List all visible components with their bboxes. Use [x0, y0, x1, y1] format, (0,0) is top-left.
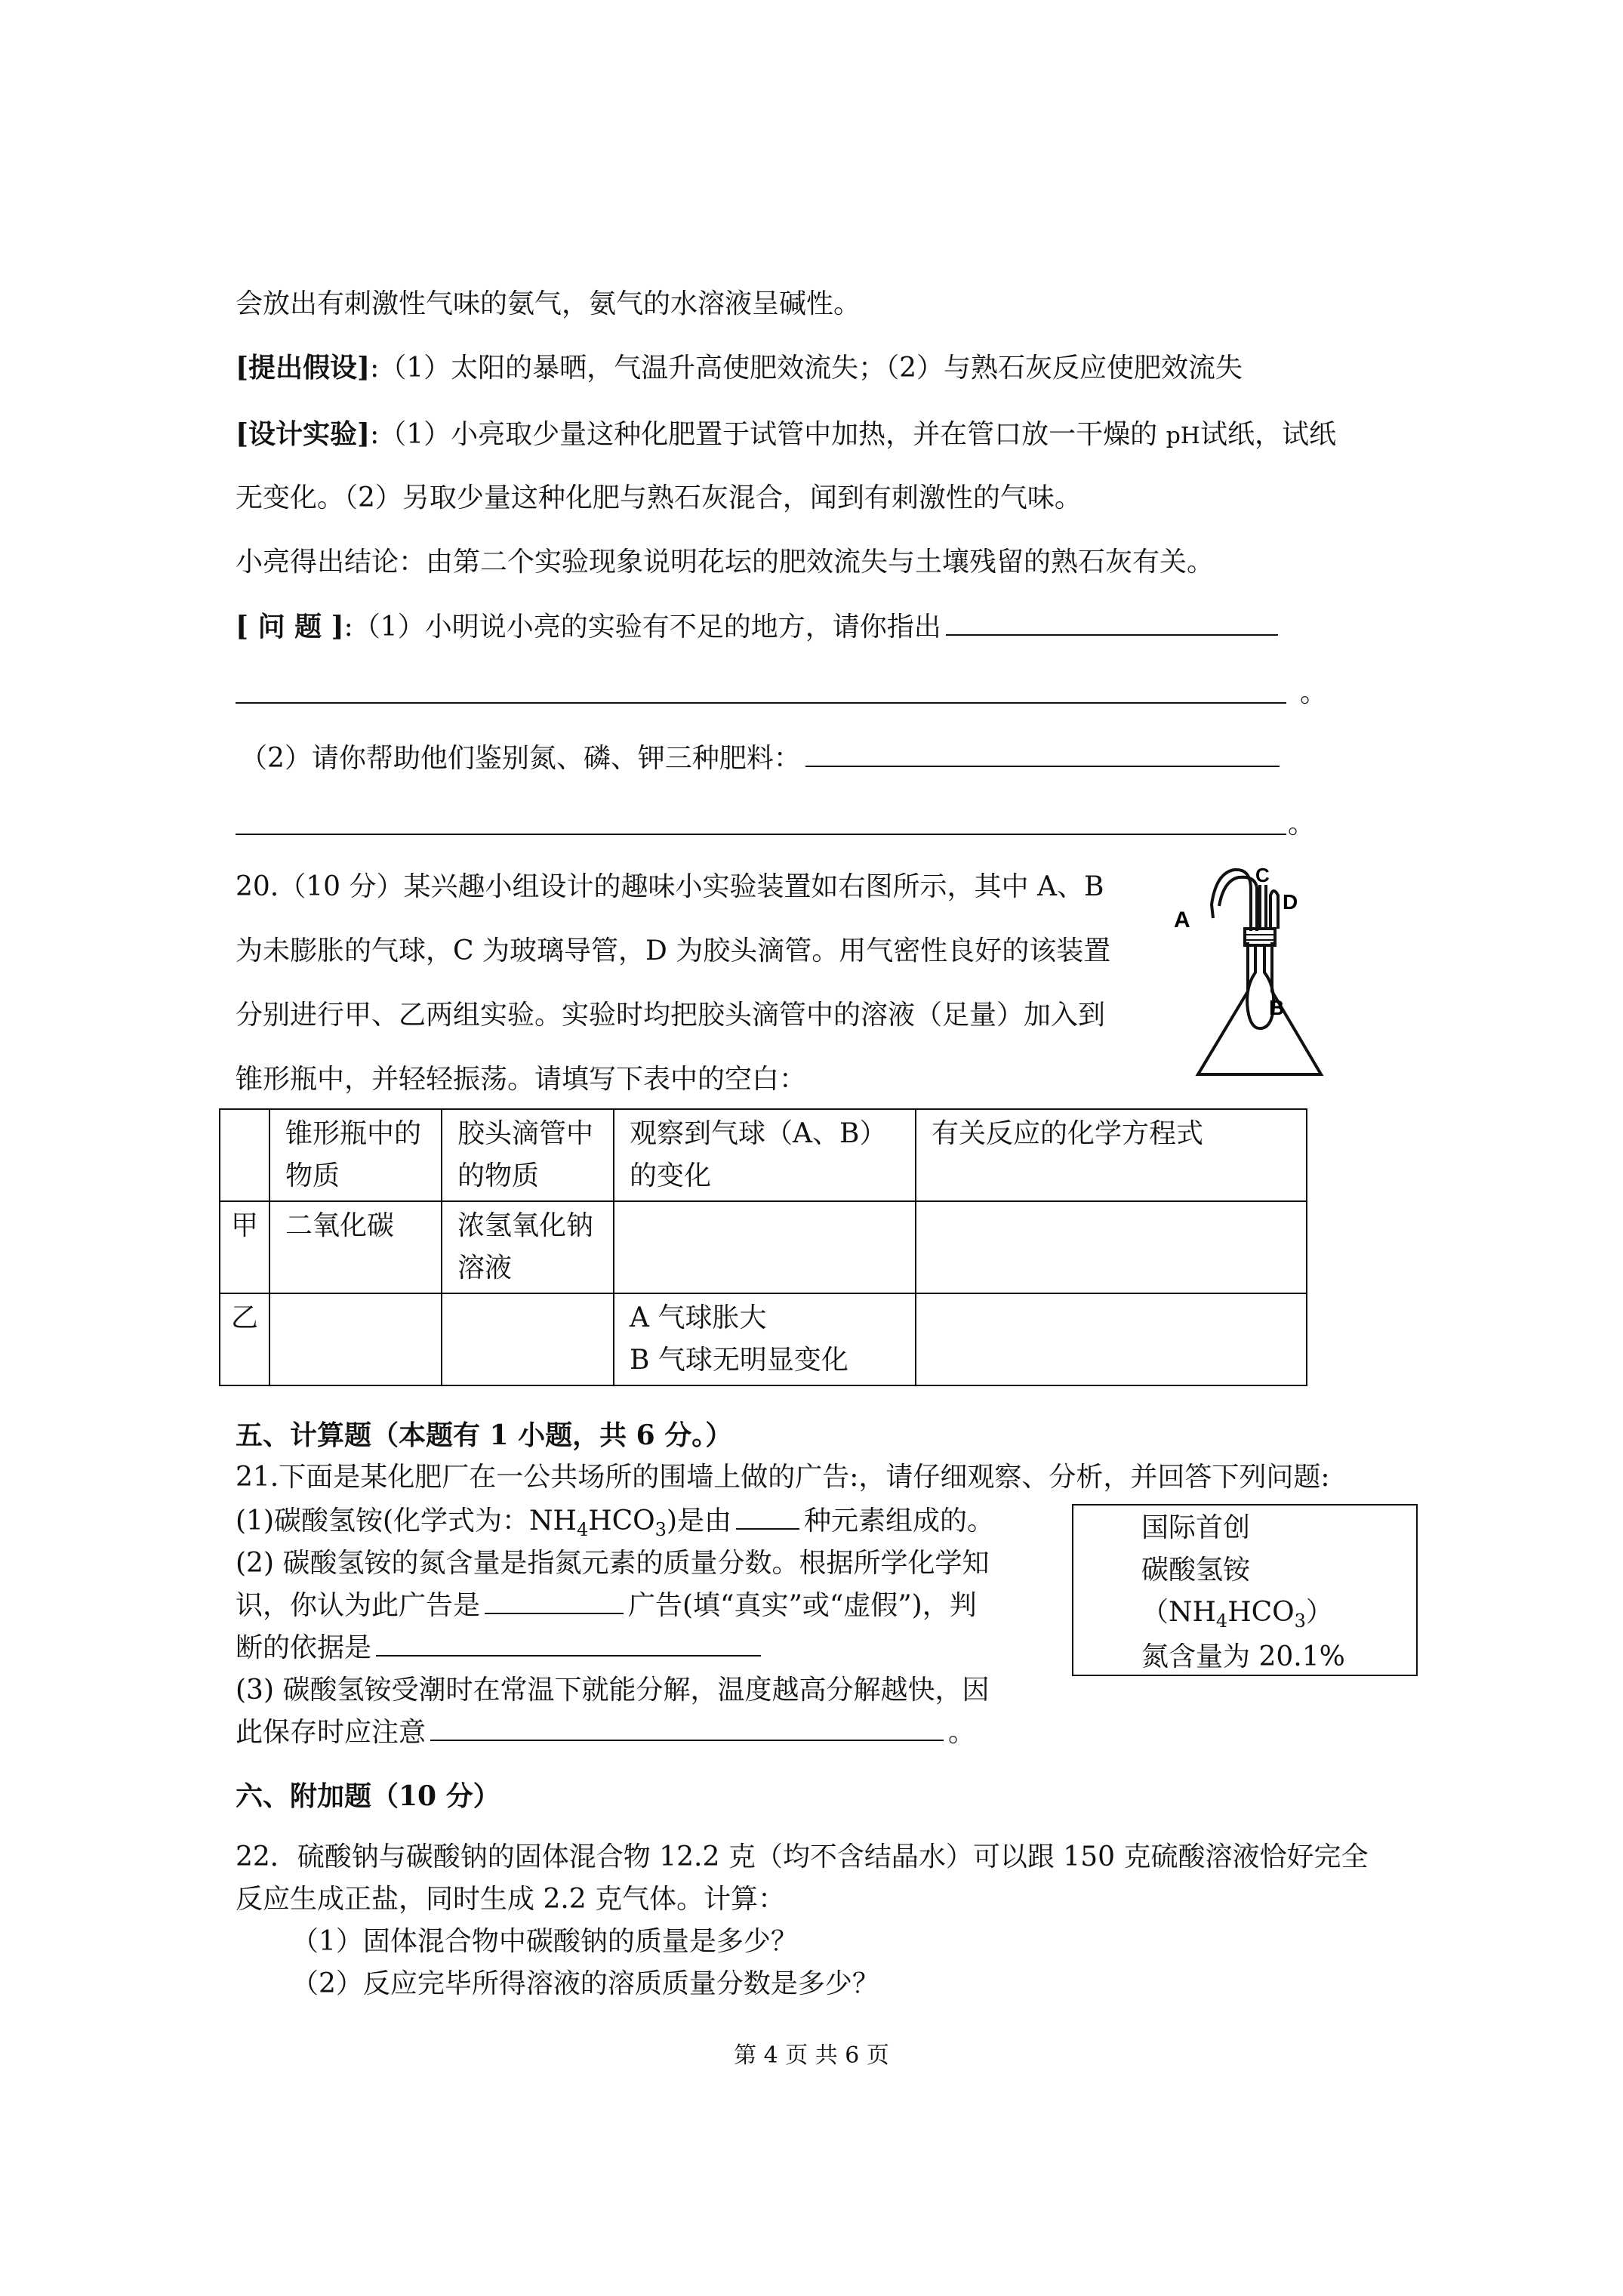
experiment-table: [219, 1108, 1307, 1386]
answer-blank[interactable]: [946, 609, 1278, 636]
answer-cell[interactable]: [614, 1201, 916, 1293]
q22-line-2: 反应生成正盐，同时生成 2.2 克气体。计算：: [236, 1884, 786, 1915]
change-b: B 气球无明显变化: [630, 1345, 848, 1376]
design-text-2: 试纸，试纸: [1200, 419, 1336, 450]
subscript: 3: [654, 1519, 667, 1540]
answer-blank[interactable]: [430, 1714, 944, 1741]
subscript: 4: [1215, 1610, 1228, 1632]
q22-line-3: （1）固体混合物中碳酸钠的质量是多少？: [291, 1926, 798, 1957]
design-line-2: 无变化。（2）另取少量这种化肥与熟石灰混合，闻到有刺激性的气味。: [236, 482, 1082, 513]
intro-line: 会放出有刺激性气味的氨气，氨气的水溶液呈碱性。: [236, 288, 861, 319]
text: 断的依据是: [236, 1632, 372, 1663]
q21-line: 21.下面是某化肥厂在一公共场所的围墙上做的广告:，请仔细观察、分析，并回答下列问题:: [236, 1462, 1330, 1493]
section-5-title: 五、计算题（本题有 1 小题，共 6 分。）: [236, 1419, 733, 1451]
question-1-text: :（1）小明说小亮的实验有不足的地方，请你指出: [343, 612, 941, 643]
section-6-title: 六、附加题（10 分）: [236, 1780, 500, 1812]
answer-blank[interactable]: [805, 740, 1280, 767]
change-a: A 气球胀大: [630, 1302, 767, 1333]
ad-line: 碳酸氢铵: [1141, 1555, 1251, 1586]
answer-cell[interactable]: [269, 1293, 442, 1385]
ad-formula: [1141, 1592, 1416, 1636]
row-label: 甲: [220, 1201, 269, 1293]
design-tag: [设计实验]: [236, 418, 371, 450]
conclusion-line: 小亮得出结论：由第二个实验现象说明花坛的肥效流失与土壤残留的熟石灰有关。: [236, 547, 1215, 578]
q22-line-1: 22．硫酸钠与碳酸钠的固体混合物 12.2 克（均不含结晶水）可以跟 150 克硫酸溶液恰好完全: [236, 1841, 1369, 1872]
subscript: 3: [1294, 1610, 1306, 1632]
table-cell: [614, 1293, 916, 1385]
subscript: 4: [576, 1519, 589, 1540]
dropper-d: [1270, 891, 1278, 929]
question-1-line: [236, 608, 1283, 646]
q21-part-2b: [236, 1587, 977, 1625]
flask-apparatus-diagram: [1166, 859, 1351, 1084]
label-c: C: [1255, 864, 1270, 886]
page-footer: 第 4 页 共 6 页: [734, 2042, 889, 2069]
period: 。: [1288, 809, 1316, 840]
answer-cell[interactable]: [442, 1293, 614, 1385]
text: 。: [948, 1717, 976, 1748]
period: 。: [1300, 677, 1328, 708]
advertisement-box: [1072, 1504, 1418, 1676]
design-text-1: :（1）小亮取少量这种化肥置于试管中加热，并在管口放一干燥的: [370, 419, 1158, 450]
label-b: B: [1269, 996, 1285, 1019]
ph-text: pH: [1166, 423, 1200, 449]
text: )是由: [666, 1505, 731, 1536]
text: （NH: [1141, 1597, 1216, 1628]
text: HCO: [1227, 1597, 1295, 1628]
question-tag: [ 问 题 ]: [236, 611, 344, 643]
table-header-cell: 观察到气球（A、B）的变化: [614, 1109, 916, 1201]
q21-part-3b: [236, 1714, 975, 1752]
text: 此保存时应注意: [236, 1717, 427, 1748]
answer-blank[interactable]: [736, 1502, 799, 1530]
table-header-row: [220, 1109, 1307, 1201]
label-d: D: [1283, 890, 1298, 914]
q21-part-3a: (3) 碳酸氢铵受潮时在常温下就能分解，温度越高分解越快，因: [236, 1675, 990, 1706]
table-header-cell: 胶头滴管中的物质: [442, 1109, 614, 1201]
question-2-line: [240, 740, 1284, 778]
row-label: 乙: [220, 1293, 269, 1385]
q21-part-2c: [236, 1629, 765, 1667]
text: (1)碳酸氢铵(化学式为：NH: [236, 1505, 577, 1536]
table-row: [220, 1201, 1307, 1293]
table-header-cell: 锥形瓶中的物质: [269, 1109, 442, 1201]
design-line-1: [236, 415, 1336, 455]
conical-flask: [1198, 942, 1321, 1074]
q21-part-2a: (2) 碳酸氢铵的氮含量是指氮元素的质量分数。根据所学化学知: [236, 1548, 990, 1579]
question-2-text: （2）请你帮助他们鉴别氮、磷、钾三种肥料：: [240, 743, 801, 774]
table-cell: 浓氢氧化钠溶液: [442, 1201, 614, 1293]
hypothesis-line: [236, 349, 1243, 387]
label-a: A: [1174, 908, 1190, 932]
ad-line: 氮含量为 20.1%: [1141, 1641, 1345, 1672]
answer-blank-line[interactable]: [236, 834, 1286, 835]
q20-line-4: 锥形瓶中，并轻轻振荡。请填写下表中的空白：: [236, 1064, 807, 1095]
q20-line-1: 20.（10 分）某兴趣小组设计的趣味小实验装置如右图所示，其中 A、B: [236, 871, 1104, 902]
table-cell: 二氧化碳: [269, 1201, 442, 1293]
text: 种元素组成的。: [804, 1505, 995, 1536]
text: 识，你认为此广告是: [236, 1590, 481, 1621]
text: ）: [1305, 1597, 1333, 1628]
text: 广告(填“真实”或“虚假”)，判: [628, 1590, 977, 1621]
hypothesis-text: :（1）太阳的暴晒，气温升高使肥效流失；（2）与熟石灰反应使肥效流失: [370, 353, 1243, 384]
table-cell: [220, 1109, 269, 1201]
q20-line-2: 为未膨胀的气球，C 为玻璃导管，D 为胶头滴管。用气密性良好的该装置: [236, 935, 1111, 966]
ad-line: 国际首创: [1141, 1512, 1251, 1543]
hypothesis-tag: [提出假设]: [236, 352, 371, 384]
q22-line-4: （2）反应完毕所得溶液的溶质质量分数是多少？: [291, 1968, 879, 1999]
q21-part-1: [236, 1502, 994, 1542]
answer-cell[interactable]: [916, 1293, 1307, 1385]
answer-blank[interactable]: [485, 1587, 624, 1614]
text: HCO: [588, 1505, 655, 1536]
table-row: [220, 1293, 1307, 1385]
answer-blank[interactable]: [376, 1629, 761, 1657]
answer-cell[interactable]: [916, 1201, 1307, 1293]
table-header-cell: 有关反应的化学方程式: [916, 1109, 1307, 1201]
q20-line-3: 分别进行甲、乙两组实验。实验时均把胶头滴管中的溶液（足量）加入到: [236, 1000, 1106, 1031]
answer-blank-line[interactable]: [236, 702, 1286, 704]
